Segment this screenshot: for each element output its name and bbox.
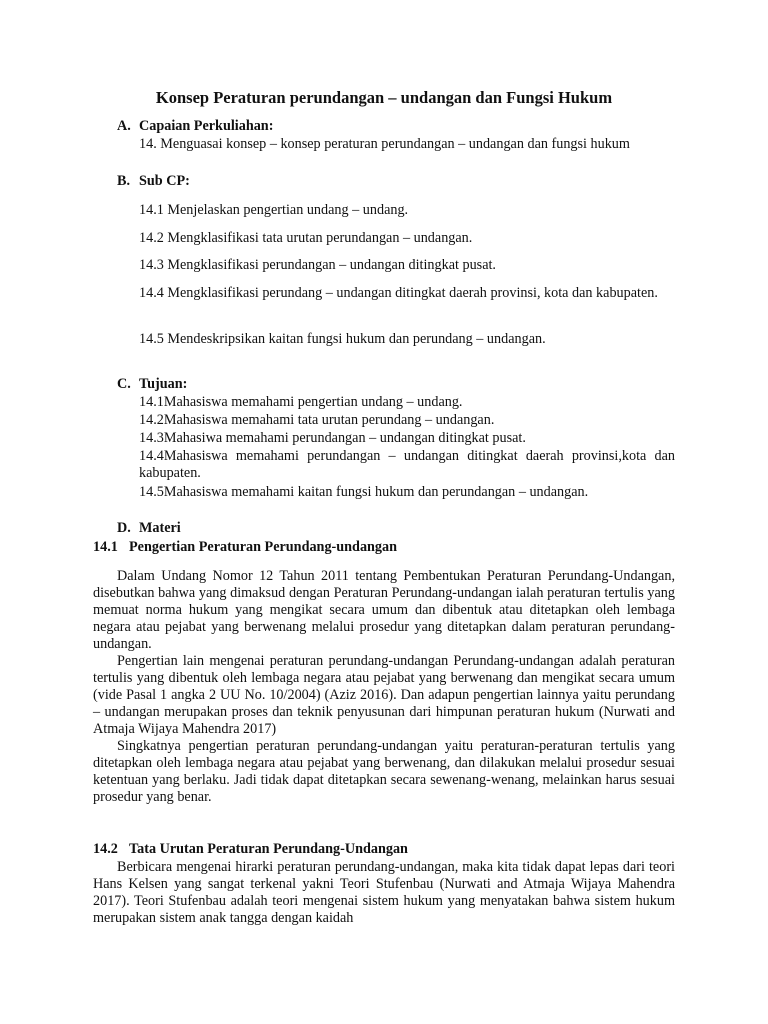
subsection-number: 14.1: [93, 539, 118, 555]
tujuan-item: 14.2Mahasiswa memahami tata urutan perundang – undangan.: [139, 412, 495, 428]
sub-cp-item: 14.2 Mengklasifikasi tata urutan perundangan – undangan.: [139, 230, 473, 246]
section-a-letter: A.: [117, 118, 131, 134]
section-d-title: Materi: [139, 520, 181, 536]
subsection-14-2-heading: [93, 841, 675, 858]
tujuan-item: 14.4Mahasiswa memahami perundangan – undangan ditingkat daerah provinsi,kota dan kabupaten.: [139, 448, 675, 481]
sub-cp-item: 14.4 Mengklasifikasi perundang – undangan ditingkat daerah provinsi, kota dan kabupaten.: [139, 285, 658, 301]
section-c-title: Tujuan:: [139, 376, 188, 392]
subsection-14-2-body: [93, 859, 675, 927]
tujuan-item: 14.5Mahasiswa memahami kaitan fungsi hukum dan perundangan – undangan.: [139, 484, 589, 500]
subsection-14-1-body: [93, 568, 675, 806]
body-paragraph: Pengertian lain mengenai peraturan perundang-undangan Perundang-undangan adalah peraturan tertulis yang dibentuk oleh lembaga negara atau pejabat yang berwenang dan mengikat secara umum (vide Pasal 1 angka 2 UU No. 10/2004) (Aziz 2016). Dan adapun pengertian lainnya yaitu perundang – undangan merupakan proses dan teknik penyusunan dari himpunan peraturan hukum (Nurwati and Atmaja Wijaya Mahendra 2017): [93, 653, 675, 737]
tujuan-item: 14.1Mahasiswa memahami pengertian undang – undang.: [139, 394, 463, 410]
section-c-letter: C.: [117, 376, 131, 392]
section-c-heading: [117, 376, 675, 393]
body-paragraph: Berbicara mengenai hirarki peraturan perundang-undangan, maka kita tidak dapat lepas dari teori Hans Kelsen yang sangat terkenal yakni Teori Stufenbau (Nurwati and Atmaja Wijaya Mahendra 2017). Teori Stufenbau adalah teori mengenai sistem hukum yang menyatakan bahwa sistem hukum merupakan sistem anak tangga dengan kaidah: [93, 859, 675, 926]
section-a-title: Capaian Perkuliahan:: [139, 118, 274, 134]
sub-cp-item: 14.5 Mendeskripsikan kaitan fungsi hukum dan perundang – undangan.: [139, 331, 546, 347]
subsection-title: Tata Urutan Peraturan Perundang-Undangan: [129, 841, 408, 857]
sub-cp-item: 14.3 Mengklasifikasi perundangan – undangan ditingkat pusat.: [139, 257, 496, 273]
section-d-letter: D.: [117, 520, 131, 536]
section-a-heading: [117, 118, 675, 135]
subsection-number: 14.2: [93, 841, 118, 857]
section-b-letter: B.: [117, 173, 131, 189]
subsection-title: Pengertian Peraturan Perundang-undangan: [129, 539, 398, 555]
sub-cp-item: 14.1 Menjelaskan pengertian undang – undang.: [139, 202, 409, 218]
tujuan-item: 14.3Mahasiwa memahami perundangan – undangan ditingkat pusat.: [139, 430, 526, 446]
section-a-text: 14. Menguasai konsep – konsep peraturan perundangan – undangan dan fungsi hukum: [139, 136, 630, 152]
section-b-heading: [117, 173, 675, 190]
body-paragraph: Singkatnya pengertian peraturan perundang-undangan yaitu peraturan-peraturan tertulis yang ditetapkan oleh lembaga negara atau pejabat yang berwenang, dan dilakukan melalui prosedur sesuai ketentuan yang berlaku. Jadi tidak dapat ditetapkan secara sewenang-wenang, melainkan harus sesuai prosedur yang benar.: [93, 738, 675, 805]
section-b-title: Sub CP:: [139, 173, 190, 189]
section-d-heading: [117, 520, 675, 537]
body-paragraph: Dalam Undang Nomor 12 Tahun 2011 tentang Pembentukan Peraturan Perundang-Undangan, disebutkan bahwa yang dimaksud dengan Peraturan Perundang-undangan ialah peraturan tertulis yang memuat norma hukum yang mengikat secara umum dan dibentuk atau ditetapkan oleh lembaga negara atau pejabat yang berwenang melalui prosedur yang ditetapkan dalam peraturan perundang-undangan.: [93, 568, 675, 652]
document-title: Konsep Peraturan perundangan – undangan dan Fungsi Hukum: [155, 88, 613, 107]
subsection-14-1-heading: [93, 539, 675, 556]
